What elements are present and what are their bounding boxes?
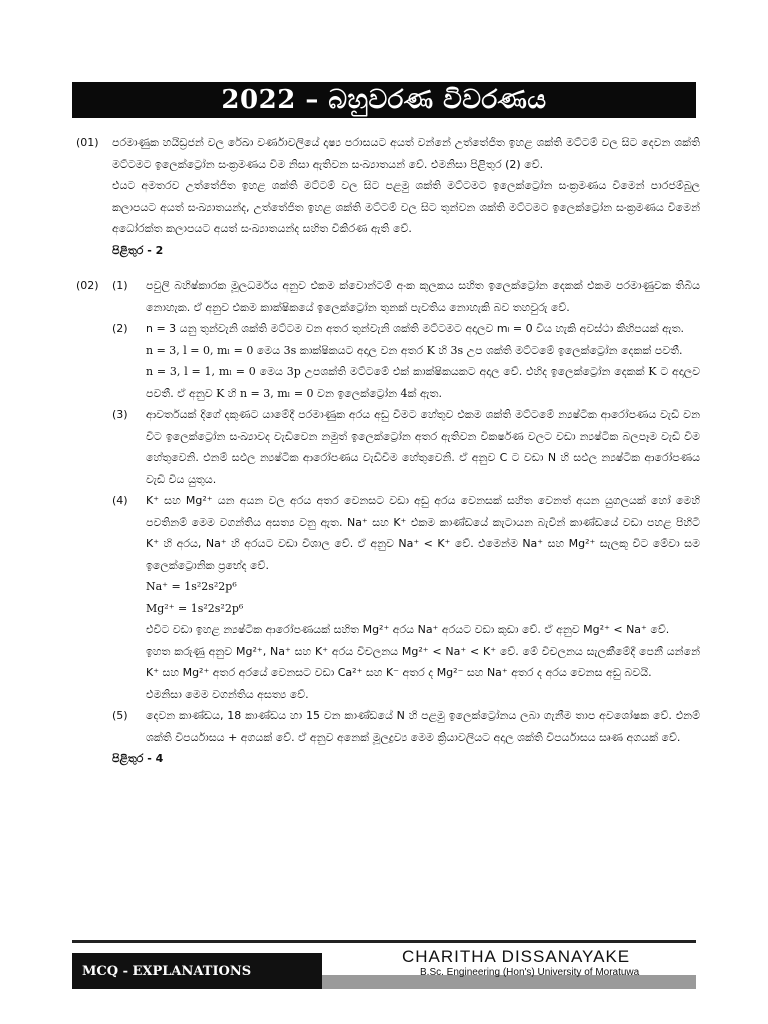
answer-label: පිළිතුර - 4 [112, 752, 164, 765]
option-number: (4) [112, 494, 128, 507]
option-text: ආවර්තයක් දිගේ දකුණට යාමේදී පරමාණුක අරය අඩු වීමට හේතුව එකම ශක්ති මට්ටමේ න්‍යෂ්ටික ආරෝපණය වැඩි වන විට ඉලෙක්ට්‍රෝන සංඛ්‍යාවද වැඩිවෙන නමුත් ඉලෙක්ට්‍රෝන අතර ඇතිවන විකර්ෂණ වලට වඩා න්‍යෂ්ටික බලපෑම වැඩි වීම හේතුවෙනි. එනම් සඵල න්‍යෂ්ටික ආරෝපණය වැඩිවීම හේතුවෙනි. ඒ අනුව C ට වඩා N හි සඵල න්‍යෂ්ටික ආරෝපණය වැඩි විය යුතුය. [146, 408, 700, 486]
option-text: n = 3, l = 1, mₗ = 0 මෙය 3p උපශක්ති මට්ටමේ එක් කාක්ෂිකයකට අදාල වේ. එහිද ඉලෙක්ට්‍රෝන දෙකක් K ට අදාලව පවතී. ඒ අනුව K හි n = 3, mₗ = 0 වන ඉලෙක්ට්‍රෝන 4ක් ඇත. [146, 365, 700, 400]
question-01-text [112, 132, 700, 261]
author-credentials: B.Sc. Engineering (Hon's) University of Moratuwa [420, 967, 640, 978]
question-number: (02) [76, 279, 99, 292]
option-text: K⁺ සහ Mg²⁺ යන අයන වල අරය අතර වෙනසට වඩා අඩු අරය වෙනසක් සහිත වෙනත් අයන යුගලයක් හෝ මෙහි පවතිනම් මෙම වගන්තිය අසත්‍ය වනු ඇත. Na⁺ සහ K⁺ එකම කාණ්ඩයේ කැටායන බැවින් කාණ්ඩයේ වඩා පහළ පිහිටි K⁺ හි අරය, Na⁺ හි අරයට වඩා විශාල වේ. ඒ අනුව Na⁺ < K⁺ වේ. එමෙන්ම Na⁺ සහ Mg²⁺ සැලකූ විට මේවා සම ඉලෙක්ට්‍රොනික ප්‍රභේද වේ. [146, 494, 700, 572]
option-4 [112, 490, 700, 705]
option-5 [112, 705, 700, 748]
explanations-content [76, 132, 700, 770]
page-footer [72, 940, 696, 991]
electron-configuration: Na⁺ = 1s²2s²2p⁶ [146, 580, 237, 593]
electron-configuration: Mg²⁺ = 1s²2s²2p⁶ [146, 601, 244, 615]
paragraph: පරමාණුක හයිඩ්‍රජන් වල රේඛා වර්ණාවලියේ දෘෂ්‍ය පරාසයට අයත් වන්නේ උත්තේජිත ඉහළ ශක්ති මට්ටම් වල සිට දෙවන ශක්ති මට්ටමට ඉලෙක්ට්‍රෝන සංක්‍රමණය වීම නිසා ඇතිවන සංඛ්‍යාතයන් වේ. එමනිසා පිළිතුර (2) වේ. [112, 136, 700, 171]
question-01 [76, 132, 700, 261]
author-name: CHARITHA DISSANAYAKE [402, 947, 631, 966]
option-text: n = 3, l = 0, mₗ = 0 මෙය 3s කාක්ෂිකයට අදාල වන අතර K හි 3s උප ශක්ති මට්ටමේ ඉලෙක්ට්‍රෝන දෙකක් පවතී. [146, 343, 683, 357]
question-02-options [112, 275, 700, 748]
footer-section-label: MCQ - EXPLANATIONS [72, 953, 322, 989]
option-text: එවිට වඩා ඉහළ න්‍යෂ්ටික ආරෝපණයක් සහිත Mg²⁺ අරය Na⁺ අරයට වඩා කුඩා වේ. ඒ අනුව Mg²⁺ < Na⁺ වේ. [146, 623, 670, 636]
option-1 [112, 275, 700, 318]
option-number: (2) [112, 322, 128, 335]
option-text: එමනිසා මෙම වගන්තිය අසත්‍ය වේ. [146, 687, 309, 701]
option-number: (3) [112, 408, 128, 421]
paragraph: එයට අමතරව උත්තේජිත ඉහළ ශක්ති මට්ටම් වල සිට පළමු ශක්ති මට්ටමට ඉලෙක්ට්‍රෝන සංක්‍රමණය වීමෙන් පාරජම්බුල කලාපයට අයත් සංඛ්‍යාතයන්ද, උත්තේජිත ඉහළ ශක්ති මට්ටම් වල සිට තුන්වන ශක්ති මට්ටමට ඉලෙක්ට්‍රෝන සංක්‍රමණය වීමෙන් අධෝරක්ත කලාපයට අයත් සංඛ්‍යාතයන්ද සහිත විකිරණ ඇති වේ. [112, 179, 700, 235]
option-number: (1) [112, 279, 128, 292]
option-3 [112, 404, 700, 490]
option-text: දෙවන කාණ්ඩය, 18 කාණ්ඩය හා 15 වන කාණ්ඩයේ N හි පළමු ඉලෙක්ට්‍රෝනය ලබා ගැනීම තාප අවශෝෂක වේ. එනම් ශක්ති විපර්යාසය + අගයක් වේ. ඒ අනුව අනෙක් මූලද්‍රව්‍ය මෙම ක්‍රියාවලියට අදාල ශක්ති විපර්යාසය සෘණ අගයක් වේ. [146, 709, 700, 744]
option-text: n = 3 යනු තුන්වැනි ශක්ති මට්ටම වන අතර තුන්වැනි ශක්ති මට්ටමට අදාලව mₗ = 0 විය හැකි අවස්ථා කිහිපයක් ඇත. [146, 322, 685, 335]
question-number: (01) [76, 136, 99, 149]
page-title: 2022 – බහුවරණ විවරණය [72, 82, 696, 118]
option-number: (5) [112, 709, 128, 722]
option-text: ඉහත කරුණු අනුව Mg²⁺, Na⁺ සහ K⁺ අරය විචලනය Mg²⁺ < Na⁺ < K⁺ වේ. මේ විචලනය සැලකීමේදී පෙනී යන්නේ K⁺ සහ Mg²⁺ අතර අරයේ වෙනසට වඩා Ca²⁺ සහ K⁻ අතර ද Mg²⁻ සහ Na⁺ අතර ද අරය වෙනස අඩු බවයි. [146, 644, 700, 679]
option-text: පවුලි බහිෂ්කාරක මූලධර්මය අනුව එකම ක්වොන්ටම් අංක කුලකය සහිත ඉලෙක්ට්‍රෝන දෙකක් එකම පරමාණුවක තිබිය නොහැක. ඒ අනුව එකම කාක්ෂිකයේ ඉලෙක්ට්‍රෝන තුනක් පැවතිය නොහැකි බව තහවුරු වේ. [146, 279, 700, 314]
answer-label: පිළිතුර - 2 [112, 243, 164, 257]
question-02 [76, 275, 700, 748]
option-2 [112, 318, 700, 404]
